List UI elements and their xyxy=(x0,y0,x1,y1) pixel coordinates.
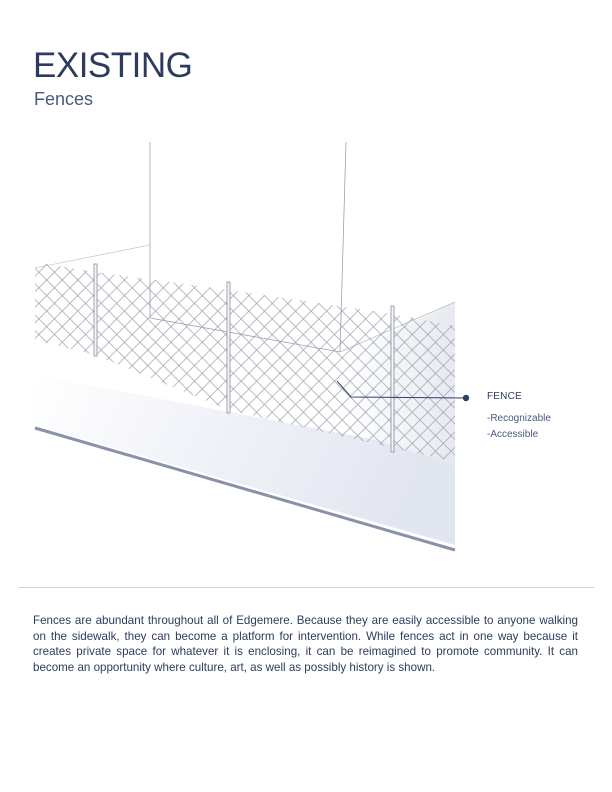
fence-mesh-left xyxy=(35,262,95,355)
callout-item-accessible: -Accessible xyxy=(487,429,539,440)
callout-item-recognizable: -Recognizable xyxy=(487,413,551,424)
callout-dot xyxy=(463,395,469,401)
fence-post xyxy=(227,282,230,413)
fence-post xyxy=(94,264,97,356)
callout-label: FENCE xyxy=(487,391,522,402)
body-paragraph: Fences are abundant throughout all of Edgemere. Because they are easily accessible to anyone walking on the sidewalk, they can become a platform for intervention. While fences act in one way because it creates private space for whatever it is enclosing, it can be reimagined to promote community. It can become an opportunity where culture, art, as well as possibly history is shown. xyxy=(33,614,578,674)
page-subtitle: Fences xyxy=(34,89,94,109)
fence-mesh-end xyxy=(393,314,455,462)
section-divider xyxy=(18,587,594,588)
page-title: EXISTING xyxy=(33,46,193,85)
left-wall-top xyxy=(35,245,150,268)
fence-mesh-middle xyxy=(95,272,229,410)
fence-illustration xyxy=(0,130,612,570)
fence-post xyxy=(391,306,394,452)
